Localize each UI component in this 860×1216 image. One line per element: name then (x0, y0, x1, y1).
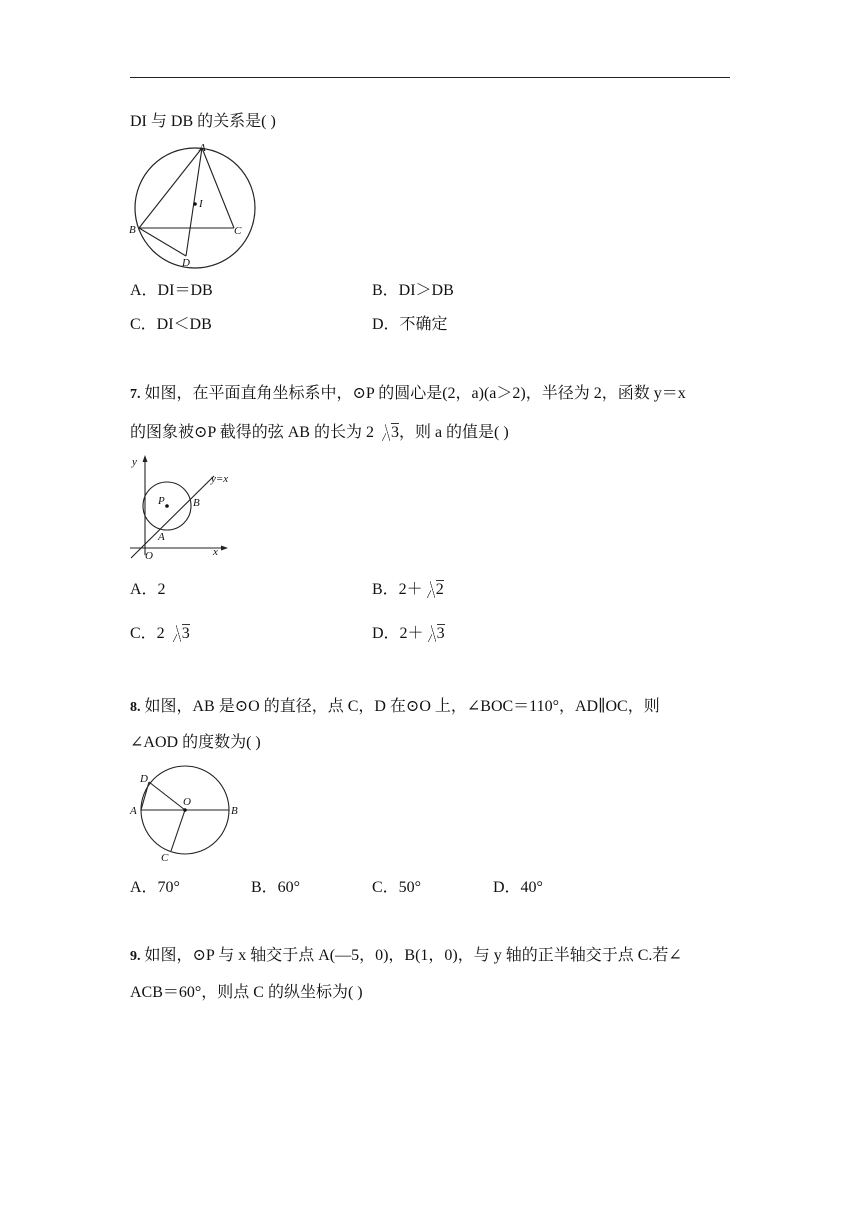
sqrt-symbol (428, 624, 445, 644)
q7-option-d (372, 624, 445, 644)
header-rule (130, 77, 730, 78)
q7-option-d-text: D．2＋ (372, 625, 424, 642)
q7-label-line: y=x (211, 473, 229, 485)
q7-label-a: A (158, 531, 165, 543)
sqrt-symbol (427, 580, 444, 600)
q7-option-b-text: B．2＋ (372, 581, 423, 598)
q7-label-x: x (213, 546, 218, 558)
q6-stem: DI 与 DB 的关系是( ) (130, 113, 276, 130)
q8-option-d: D．40° (493, 879, 543, 896)
q8-text-1: 如图，AB 是⊙O 的直径，点 C，D 在⊙O 上，∠BOC＝110°，AD∥OC，则 (140, 698, 660, 715)
q8-label-a: A (130, 805, 137, 817)
q8-label-b: B (231, 805, 238, 817)
q7-label-b: B (193, 497, 200, 509)
q6-option-a: A．DI＝DB (130, 282, 213, 299)
q7-stem-line2 (130, 423, 509, 443)
q8-label-c: C (161, 852, 169, 864)
q7-label-o: O (145, 550, 153, 562)
q7-option-c-radicand: 3 (181, 625, 190, 642)
q7-option-c-text: C．2 (130, 625, 169, 642)
q7-label-y: y (132, 456, 137, 468)
q6-label-d: D (182, 257, 190, 269)
q7-option-b-radicand: 2 (435, 581, 444, 598)
sqrt-symbol (382, 423, 399, 443)
q7-label-p: P (158, 495, 165, 507)
q9-text-1: 如图，⊙P 与 x 轴交于点 A(—5，0)，B(1，0)，与 y 轴的正半轴交于点 C.若∠ (140, 947, 682, 964)
q8-label-o: O (183, 796, 191, 808)
q7-number: 7. (130, 387, 141, 402)
q6-option-b: B．DI＞DB (372, 282, 454, 299)
q8-label-d: D (140, 773, 148, 785)
q9-stem-line2: ACB＝60°，则点 C 的纵坐标为( ) (130, 984, 363, 1001)
q8-figure (128, 765, 248, 865)
q7-option-b (372, 580, 444, 600)
q7-option-c (130, 624, 190, 644)
q7-figure (125, 455, 245, 563)
q7-radicand: 3 (390, 424, 399, 441)
q8-stem-line2: ∠AOD 的度数为( ) (130, 734, 261, 751)
q6-label-a: A (199, 142, 206, 154)
q8-option-c: C．50° (372, 879, 422, 896)
q9-stem-line1 (130, 946, 682, 967)
q8-stem-line1 (130, 697, 660, 718)
q7-text-2b: ，则 a 的值是( ) (398, 424, 509, 441)
q6-label-i: I (199, 198, 203, 210)
q7-option-d-radicand: 3 (436, 625, 445, 642)
q7-stem-line1 (130, 384, 686, 405)
q6-figure (128, 142, 268, 272)
q8-option-a: A．70° (130, 879, 180, 896)
q6-label-b: B (129, 224, 136, 236)
q7-text-2a: 的图象被⊙P 截得的弦 AB 的长为 2 (130, 424, 378, 441)
q9-number: 9. (130, 949, 141, 964)
sqrt-symbol (173, 624, 190, 644)
q8-number: 8. (130, 700, 141, 715)
q7-text-1: 如图，在平面直角坐标系中，⊙P 的圆心是(2，a)(a＞2)，半径为 2，函数 y＝x (140, 385, 686, 402)
q7-option-a: A．2 (130, 581, 166, 598)
q8-option-b: B．60° (251, 879, 301, 896)
q6-option-c: C．DI＜DB (130, 316, 212, 333)
q6-option-d: D．不确定 (372, 316, 448, 333)
q6-label-c: C (234, 225, 242, 237)
